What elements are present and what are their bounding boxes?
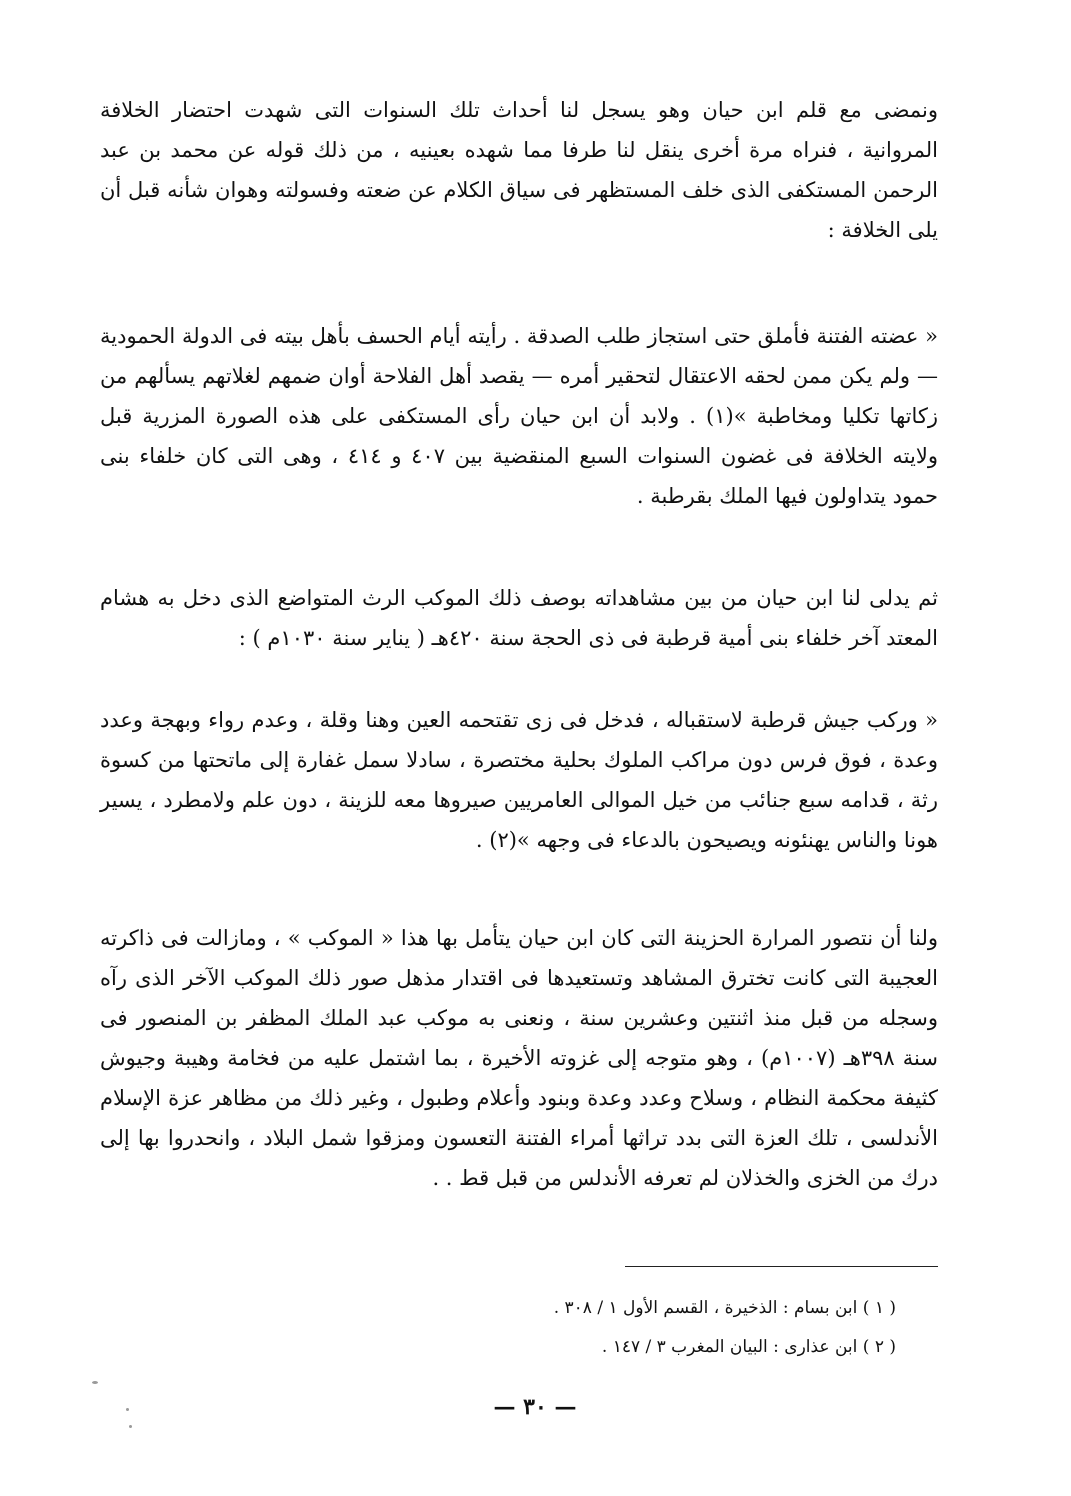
paragraph-4-quote: « وركب جيش قرطبة لاستقباله ، فدخل فى زى تقتحمه العين وهنا وقلة ، وعدم رواء وبهجة وعدد وعدة ، فوق فرس دون مراكب الملوك بحلية مختصرة ، سادلا سمل غفارة إلى ماتحتها من كسوة رثة ، قدامه سبع جنائب من خيل الموالى العامريين صيروها معه للزينة ، دون علم ولامطرد ، يسير هونا والناس يهنئونه ويصيحون بالدعاء فى وجهه »(٢) .	[100, 708, 938, 852]
paragraph-5: ولنا أن نتصور المرارة الحزينة التى كان ابن حيان يتأمل بها هذا « الموكب » ، ومازالت فى ذاكرته العجيبة التى كانت تخترق المشاهد وتستعيدها فى اقتدار مذهل صور ذلك الموكب الآخر الذى رآه وسجله من قبل منذ اثنتين وعشرين سنة ، ونعنى به موكب عبد الملك المظفر بن المنصور فى سنة ٣٩٨هـ (١٠٠٧م) ، وهو متوجه إلى غزوته الأخيرة ، بما اشتمل عليه من فخامة وهيبة وجيوش كثيفة محكمة النظام ، وسلاح وعدد وعدة وبنود وأعلام وطبول ، وغير ذلك من مظاهر عزة الإسلام الأندلسى ، تلك العزة التى بدد تراثها أمراء الفتنة التعسون ومزقوا شمل البلاد ، وانحدروا بها إلى درك من الخزى والخذلان لم تعرفه الأندلس من قبل قط . .	[100, 926, 938, 1190]
paragraph-1: ونمضى مع قلم ابن حيان وهو يسجل لنا أحداث تلك السنوات التى شهدت احتضار الخلافة المروانية ، فنراه مرة أخرى ينقل لنا طرفا مما شهده بعينيه ، من ذلك قوله عن محمد بن عبد الرحمن المستكفى الذى خلف المستظهر فى سياق الكلام عن ضعته وفسولته وهوان شأنه قبل أن يلى الخلافة :	[100, 98, 938, 242]
scan-speck	[129, 1425, 132, 1428]
paragraph-2-quote: « عضته الفتنة فأملق حتى استجاز طلب الصدقة . رأيته أيام الحسف بأهل بيته فى الدولة الحمودية — ولم يكن ممن لحقه الاعتقال لتحقير أمره — يقصد أهل الفلاحة أوان ضمهم لغلاتهم يسألهم من زكاتها تكليا ومخاطبة »(١) . ولابد أن ابن حيان رأى المستكفى على هذه الصورة المزرية قبل ولايته الخلافة فى غضون السنوات السبع المنقضية بين ٤٠٧ و ٤١٤ ، وهى التى كان خلفاء بنى حمود يتداولون فيها الملك بقرطبة .	[100, 324, 939, 508]
footnote-1: ( ١ ) ابن بسام : الذخيرة ، القسم الأول ١ / ٣٠٨ .	[553, 1298, 896, 1318]
footnote-separator	[625, 1266, 938, 1267]
scan-speck	[92, 1381, 98, 1384]
page-number: — ٣٠ —	[493, 1394, 577, 1420]
footnote-2: ( ٢ ) ابن عذارى : البيان المغرب ٣ / ١٤٧ .	[601, 1337, 896, 1357]
paragraph-3: ثم يدلى لنا ابن حيان من بين مشاهداته بوصف ذلك الموكب الرث المتواضع الذى دخل به هشام المعتد آخر خلفاء بنى أمية قرطبة فى ذى الحجة سنة ٤٢٠هـ ( يناير سنة ١٠٣٠م ) :	[100, 586, 938, 650]
scan-speck	[126, 1408, 129, 1411]
